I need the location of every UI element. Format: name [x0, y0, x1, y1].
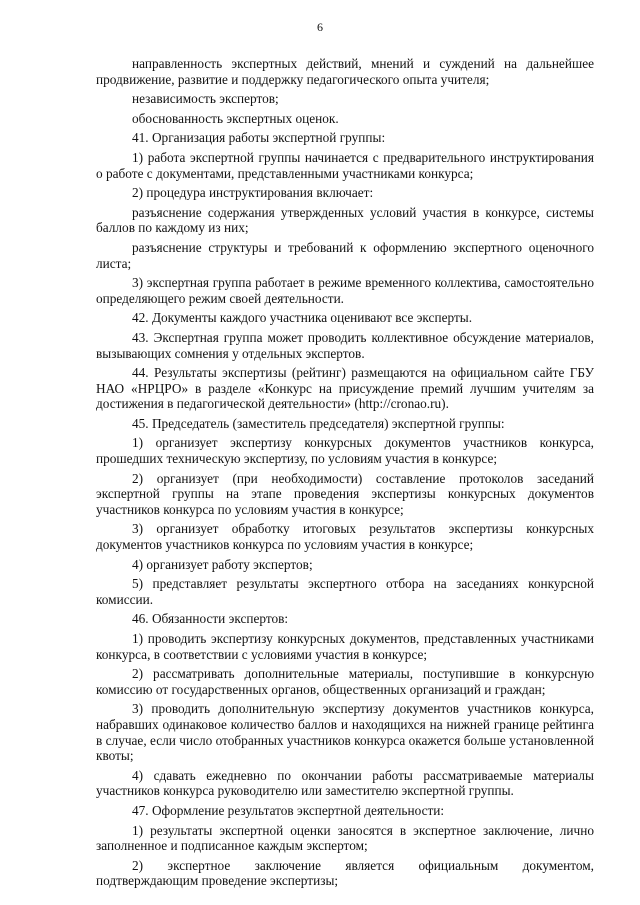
section-heading-45: 45. Председатель (заместитель председателя) экспертной группы:	[132, 415, 505, 431]
paragraph: направленность экспертных действий, мнений и суждений на дальнейшее продвижение, развитие и поддержку педагогического опыта учителя;	[96, 56, 594, 87]
section-heading-47: 47. Оформление результатов экспертной деятельности:	[132, 802, 445, 818]
paragraph: 4) организует работу экспертов;	[132, 556, 313, 572]
paragraph: 1) результаты экспертной оценки заносятся в экспертное заключение, лично заполненное и подписанное каждым экспертом;	[96, 822, 594, 854]
section-heading-41: 41. Организация работы экспертной группы:	[132, 130, 386, 146]
section-heading-46: 46. Обязанности экспертов:	[132, 611, 289, 627]
paragraph: независимость экспертов;	[132, 91, 279, 107]
paragraph: 2) процедура инструктирования включает:	[132, 185, 374, 201]
paragraph: 1) организует экспертизу конкурсных документов участников конкурса, прошедших техническую экспертизу, по условиям участия в конкурсе;	[96, 435, 594, 467]
paragraph: 3) организует обработку итоговых результатов экспертизы конкурсных документов участников конкурса по условиям участия в конкурсе;	[96, 521, 594, 553]
paragraph: 4) сдавать ежедневно по окончании работы рассматриваемые материалы участников конкурса руководителю или заместителю экспертной группы.	[96, 767, 594, 799]
paragraph: 2) организует (при необходимости) составление протоколов заседаний экспертной группы на этапе проведения экспертизы конкурсных документов участников конкурса по условиям участия в конкурсе;	[96, 470, 594, 517]
paragraph: разъяснение структуры и требований к оформлению экспертного оценочного листа;	[96, 239, 594, 271]
section-heading-43: 43. Экспертная группа может проводить коллективное обсуждение материалов, вызывающих сомнения у отдельных экспертов.	[96, 329, 594, 361]
section-heading-44: 44. Результаты экспертизы (рейтинг) размещаются на официальном сайте ГБУ НАО «НРЦРО» в разделе «Конкурс на присуждение премий лучшим учителям за достижения в педагогической деятельности» (http://cronao.ru).	[96, 365, 594, 412]
paragraph: разъяснение содержания утвержденных условий участия в конкурсе, системы баллов по каждому из них;	[96, 204, 594, 236]
paragraph: 2) экспертное заключение является официальным документом, подтверждающим проведение экспертизы;	[96, 857, 594, 889]
paragraph: обоснованность экспертных оценок.	[132, 110, 339, 126]
document-body	[96, 56, 594, 893]
section-heading-42: 42. Документы каждого участника оценивают все эксперты.	[132, 310, 473, 326]
paragraph: 3) экспертная группа работает в режиме временного коллектива, самостоятельно определяющего режим своей деятельности.	[96, 275, 594, 306]
paragraph: 5) представляет результаты экспертного отбора на заседаниях конкурсной комиссии.	[96, 576, 594, 607]
paragraph: 3) проводить дополнительную экспертизу документов участников конкурса, набравших одинаковое количество баллов и находящихся на нижней границе рейтинга в случае, если число отобранных участников конкурса окажется больше установленной квоты;	[96, 701, 594, 764]
page-number: 6	[317, 20, 323, 34]
paragraph: 1) работа экспертной группы начинается с предварительного инструктирования о работе с документами, представленными участниками конкурса;	[96, 149, 594, 181]
paragraph: 2) рассматривать дополнительные материалы, поступившие в конкурсную комиссию от государственных органов, общественных организаций и граждан;	[96, 666, 594, 697]
paragraph: 1) проводить экспертизу конкурсных документов, представленных участниками конкурса, в соответствии с условиями участия в конкурсе;	[96, 631, 594, 662]
